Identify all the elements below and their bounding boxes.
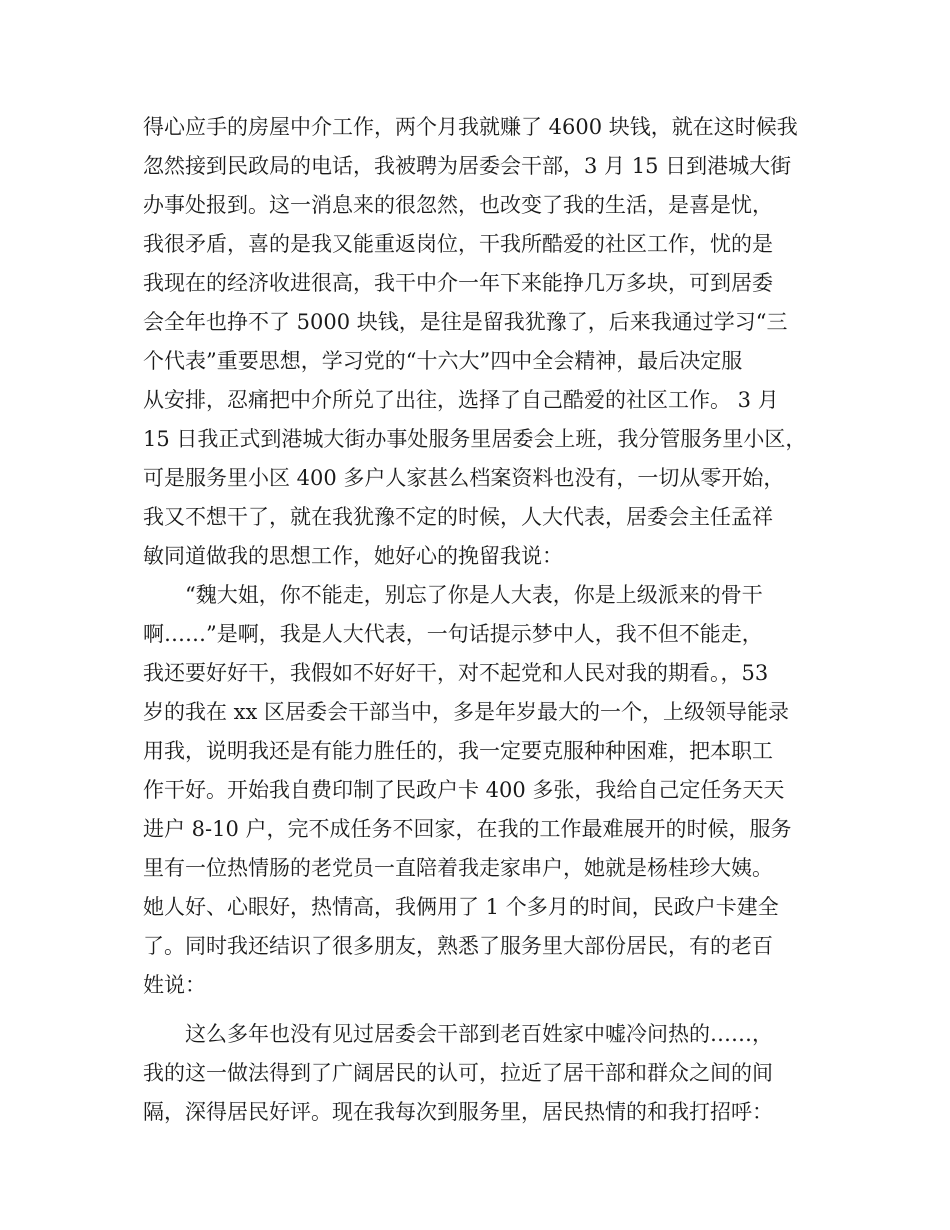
text-line: 啊……”是啊，我是人大代表，一句话提示梦中人，我不但不能走，	[143, 622, 763, 646]
text-line: 15 日我正式到港城大街办事处服务里居委会上班，我分管服务里小区，	[143, 427, 807, 451]
text-line: 岁的我在 xx 区居委会干部当中，多是年岁最大的一个，上级领导能录	[143, 700, 790, 724]
text-line: 敏同道做我的思想工作，她好心的挽留我说：	[143, 544, 563, 568]
text-line: 忽然接到民政局的电话，我被聘为居委会干部，3 月 15 日到港城大街	[143, 154, 792, 178]
text-line: 进户 8-10 户，完不成任务不回家，在我的工作最难展开的时候，服务	[143, 817, 792, 841]
text-line: 我还要好好干，我假如不好好干，对不起党和人民对我的期看。，53	[143, 661, 769, 685]
text-line: 我现在的经济收进很高，我干中介一年下来能挣几万多块，可到居委	[143, 271, 773, 295]
text-line: 我的这一做法得到了广阔居民的认可，拉近了居干部和群众之间的间	[143, 1061, 773, 1085]
text-line: 她人好、心眼好，热情高，我俩用了 1 个多月的时间，民政户卡建全	[143, 895, 779, 919]
text-line: 隔，深得居民好评。现在我每次到服务里，居民热情的和我打招呼：	[143, 1100, 773, 1124]
paragraph-gap	[143, 1005, 823, 1015]
text-line: 我很矛盾，喜的是我又能重返岗位，干我所酷爱的社区工作，忧的是	[143, 232, 773, 256]
text-line: 作干好。开始我自费印制了民政户卡 400 多张，我给自己定任务天天	[143, 778, 785, 802]
text-line: 我又不想干了，就在我犹豫不定的时候，人大代表，居委会主任孟祥	[143, 505, 773, 529]
document-body	[143, 108, 823, 1132]
text-line: 从安排，忍痛把中介所兑了出往，选择了自己酷爱的社区工作。 3 月	[143, 388, 779, 412]
text-line: 了。同时我还结识了很多朋友，熟悉了服务里大部份居民，有的老百	[143, 934, 773, 958]
text-line: 这么多年也没有见过居委会干部到老百姓家中嘘冷问热的……，	[143, 1022, 773, 1046]
text-line: 个代表”重要思想，学习党的“十六大”四中全会精神，最后决定服	[143, 349, 743, 373]
text-line: 可是服务里小区 400 多户人家甚么档案资料也没有，一切从零开始，	[143, 466, 785, 490]
text-line: 得心应手的房屋中介工作，两个月我就赚了 4600 块钱，就在这时候我	[143, 115, 798, 139]
text-line: “魏大姐，你不能走，别忘了你是人大表，你是上级派来的骨干	[143, 583, 763, 607]
text-line: 会全年也挣不了 5000 块钱，是往是留我犹豫了，后来我通过学习“三	[143, 310, 788, 334]
text-line: 里有一位热情肠的老党员一直陪着我走家串户，她就是杨桂珍大姨。	[143, 856, 773, 880]
text-line: 用我，说明我还是有能力胜任的，我一定要克服种种困难，把本职工	[143, 739, 773, 763]
text-line: 办事处报到。这一消息来的很忽然，也改变了我的生活，是喜是忧，	[143, 193, 773, 217]
text-line: 姓说：	[143, 973, 206, 997]
